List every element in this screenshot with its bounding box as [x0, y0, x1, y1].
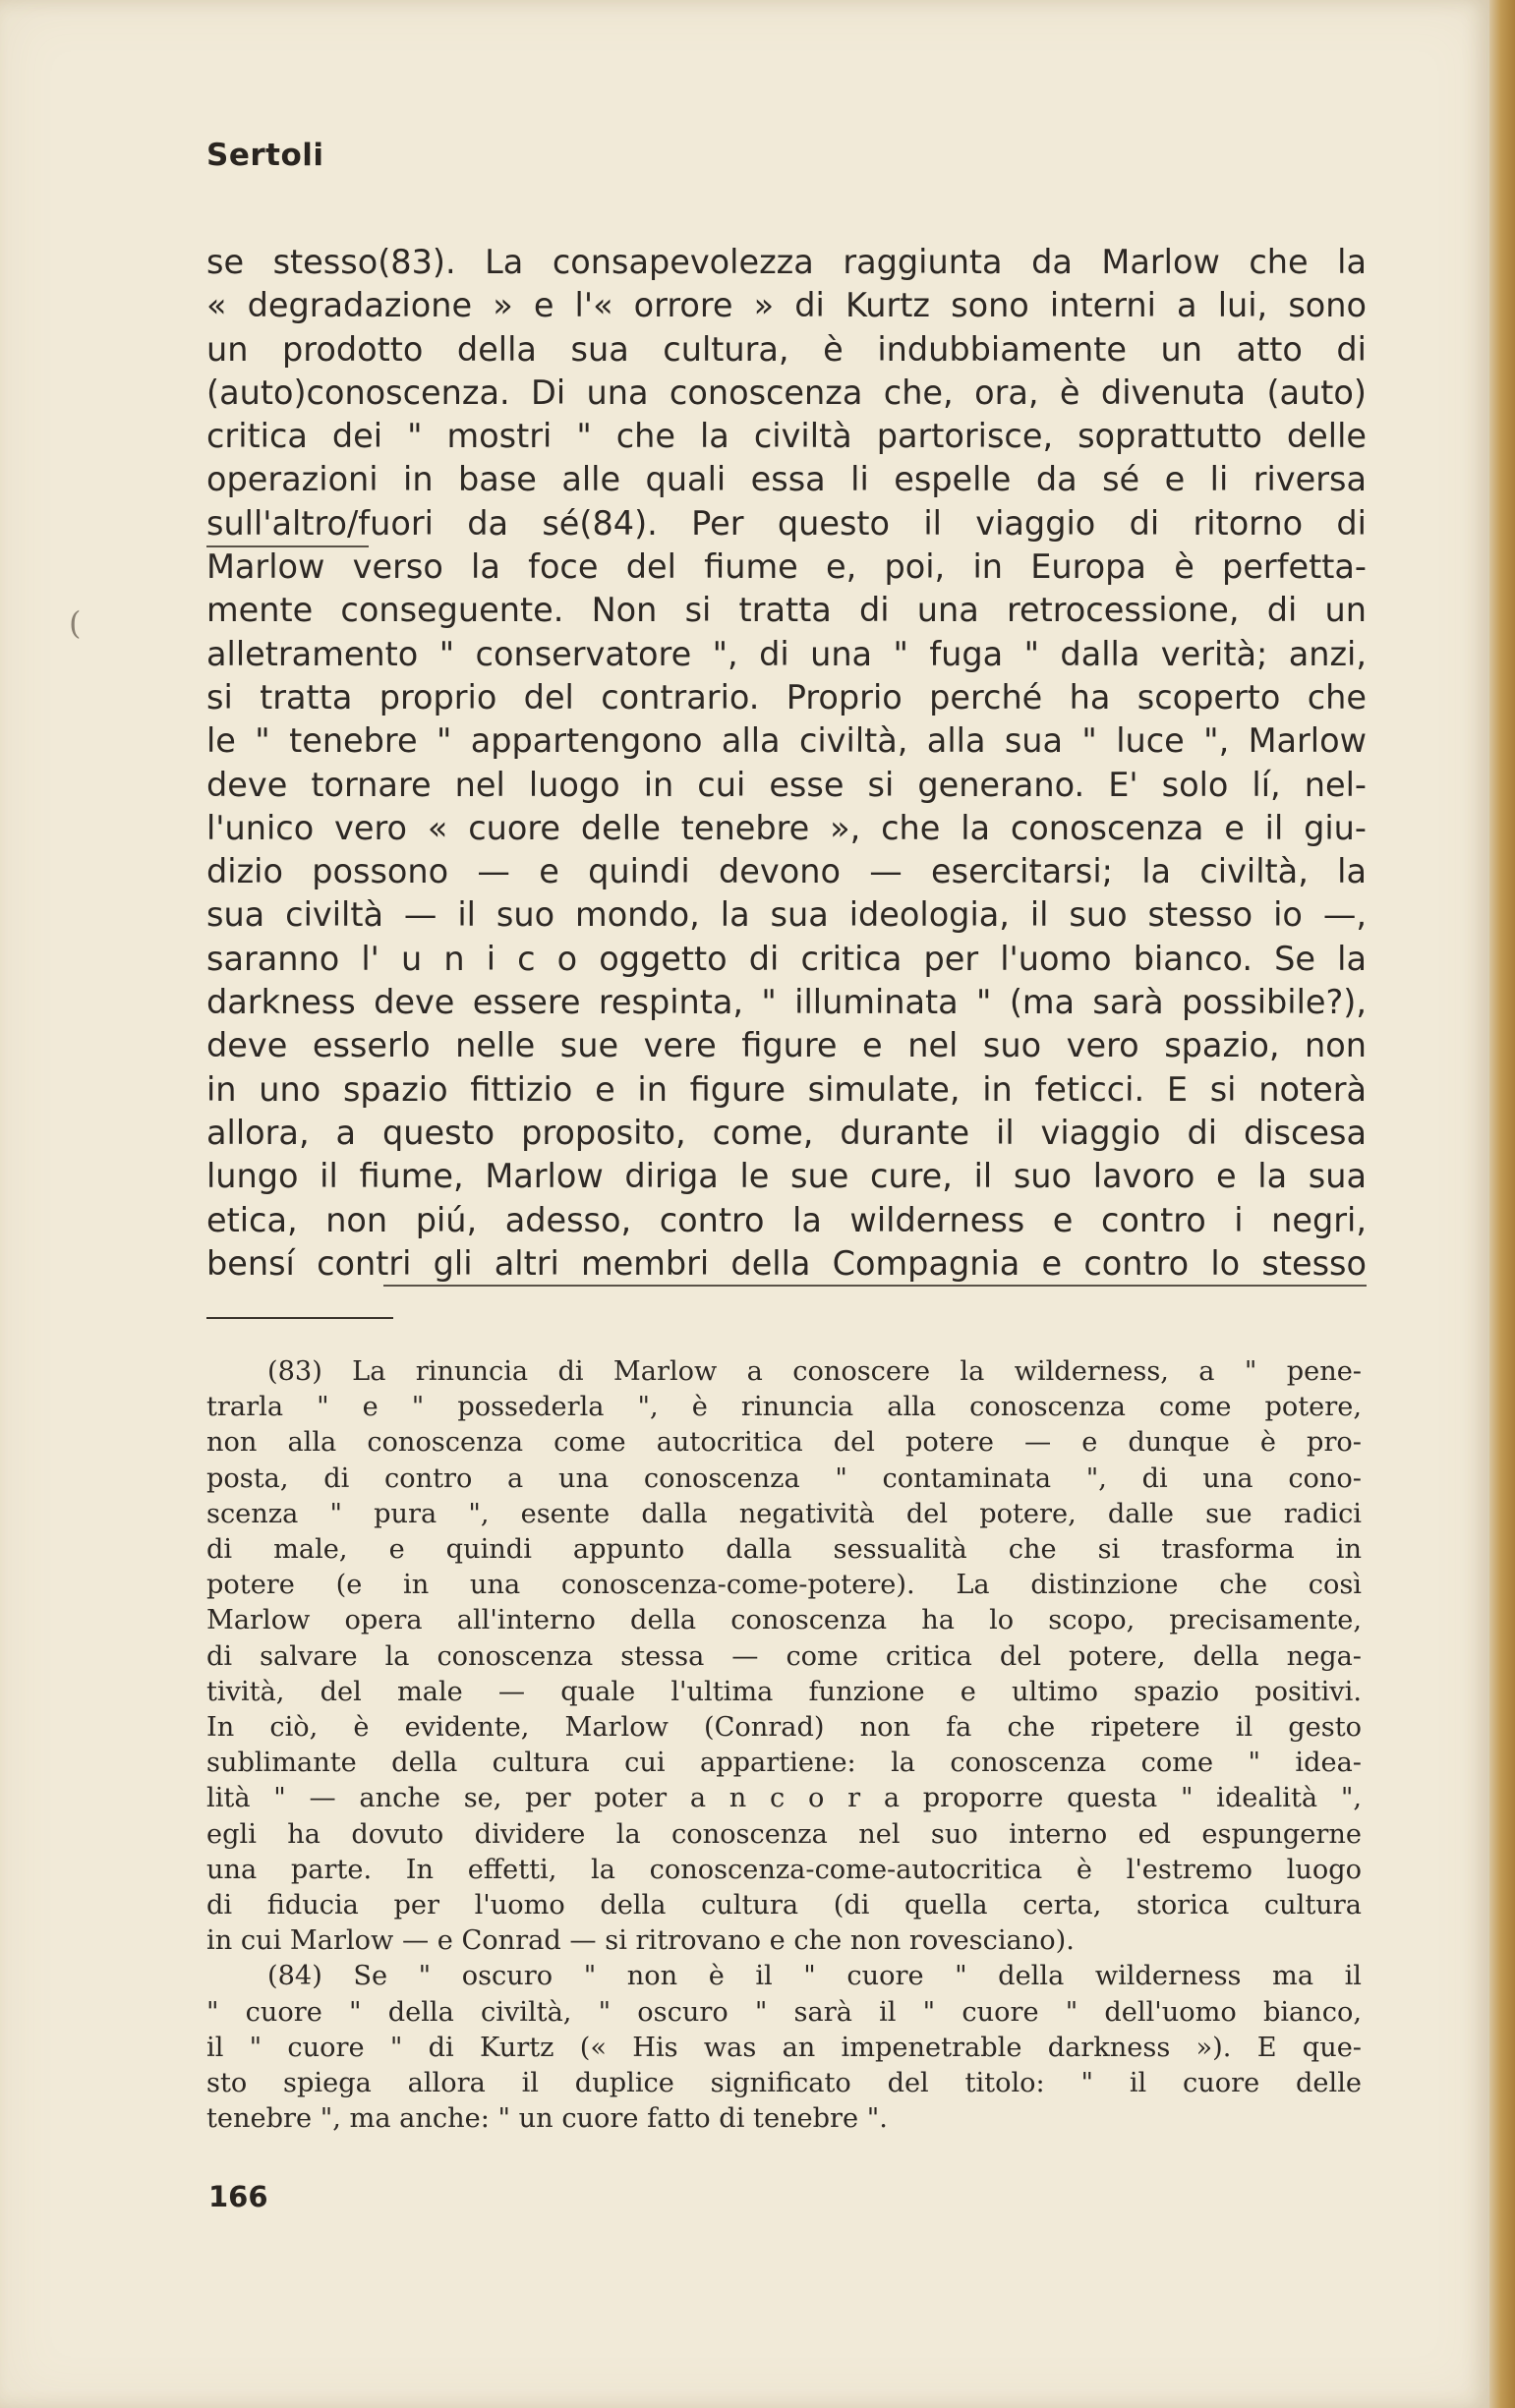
footnote-line: sto spiega allora il duplice significato del titolo: " il cuore delle: [206, 2068, 1362, 2099]
footnote-line: Marlow opera all'interno della conoscenza ha lo scopo, precisamente,: [206, 1605, 1362, 1636]
main-line: mente conseguente. Non si tratta di una retrocessione, di un: [206, 591, 1367, 630]
main-line: darkness deve essere respinta, " illuminata " (ma sarà possibile?),: [206, 983, 1367, 1022]
footnote-line: lità " — anche se, per poter a n c o r a proporre questa " idealità ",: [206, 1783, 1362, 1814]
main-line: sua civiltà — il suo mondo, la sua ideologia, il suo stesso io —,: [206, 895, 1367, 935]
footnote-line: In ciò, è evidente, Marlow (Conrad) non fa che ripetere il gesto: [206, 1712, 1362, 1744]
main-line: Marlow verso la foce del fiume e, poi, in Europa è perfetta-: [206, 547, 1367, 587]
main-line: operazioni in base alle quali essa li espelle da sé e li riversa: [206, 460, 1367, 499]
footnote-line: " cuore " della civiltà, " oscuro " sarà il " cuore " dell'uomo bianco,: [206, 1996, 1362, 2028]
main-text-block: [206, 241, 1367, 1286]
main-line: si tratta proprio del contrario. Proprio perché ha scoperto che: [206, 677, 1367, 717]
footnote-line: non alla conoscenza come autocritica del potere — e dunque è pro-: [206, 1427, 1362, 1459]
footnote-line: il " cuore " di Kurtz (« His was an impenetrable darkness »). E que-: [206, 2032, 1362, 2063]
footnote-line: di male, e quindi appunto dalla sessualità che si trasforma in: [206, 1534, 1362, 1566]
footnote-line: egli ha dovuto dividere la conoscenza nel suo interno ed espungerne: [206, 1818, 1362, 1850]
pencil-underline: [383, 1285, 1367, 1287]
main-line: critica dei " mostri " che la civiltà partorisce, soprattutto delle: [206, 417, 1367, 456]
main-line: « degradazione » e l'« orrore » di Kurtz sono interni a lui, sono: [206, 286, 1367, 325]
footnote-line: trarla " e " possederla ", è rinuncia alla conoscenza come potere,: [206, 1392, 1362, 1423]
main-line: lungo il fiume, Marlow diriga le sue cure, il suo lavoro e la sua: [206, 1157, 1367, 1196]
margin-mark: (: [69, 604, 82, 642]
footnote-rule: [206, 1317, 393, 1319]
footnote-line: (83) La rinuncia di Marlow a conoscere la wilderness, a " pene-: [267, 1356, 1362, 1387]
main-line: un prodotto della sua cultura, è indubbiamente un atto di: [206, 329, 1367, 369]
main-line: dizio possono — e quindi devono — esercitarsi; la civiltà, la: [206, 852, 1367, 891]
footnote-line: sublimante della cultura cui appartiene: la conoscenza come " idea-: [206, 1748, 1362, 1779]
main-line: l'unico vero « cuore delle tenebre », che la conoscenza e il giu-: [206, 808, 1367, 847]
main-line: se stesso(83). La consapevolezza raggiunta da Marlow che la: [206, 243, 1367, 281]
footnote-line: di salvare la conoscenza stessa — come critica del potere, della nega-: [206, 1640, 1362, 1672]
page-edge: [1489, 0, 1515, 2408]
footnote-line: scenza " pura ", esente dalla negatività del potere, dalle sue radici: [206, 1498, 1362, 1529]
main-line: bensí contri gli altri membri della Compagnia e contro lo stesso: [206, 1243, 1367, 1283]
main-line: sull'altro/fuori da sé(84). Per questo il viaggio di ritorno di: [206, 503, 1367, 543]
main-line: deve tornare nel luogo in cui esse si generano. E' solo lí, nel-: [206, 765, 1367, 804]
main-line: (auto)conoscenza. Di una conoscenza che, ora, è divenuta (auto): [206, 373, 1367, 412]
running-head: Sertoli: [206, 138, 324, 173]
footnote-line: posta, di contro a una conoscenza " contaminata ", di una cono-: [206, 1462, 1362, 1494]
footnote-line: tività, del male — quale l'ultima funzione e ultimo spazio positivi.: [206, 1676, 1362, 1707]
main-line: allora, a questo proposito, come, durante il viaggio di discesa: [206, 1113, 1367, 1152]
main-line: in uno spazio fittizio e in figure simulate, in feticci. E si noterà: [206, 1069, 1367, 1109]
main-line: etica, non piú, adesso, contro la wilderness e contro i negri,: [206, 1200, 1367, 1239]
page-number: 166: [208, 2180, 268, 2213]
main-line: le " tenebre " appartengono alla civiltà, alla sua " luce ", Marlow: [206, 721, 1367, 761]
pencil-underline: [206, 545, 369, 547]
footnote-line: tenebre ", ma anche: " un cuore fatto di tenebre ".: [206, 2103, 888, 2135]
main-line: alletramento " conservatore ", di una " fuga " dalla verità; anzi,: [206, 634, 1367, 673]
footnotes-block: [206, 1354, 1362, 2137]
footnote-line: (84) Se " oscuro " non è il " cuore " della wilderness ma il: [267, 1961, 1362, 1992]
main-line: saranno l' u n i c o oggetto di critica per l'uomo bianco. Se la: [206, 939, 1367, 978]
main-line: deve esserlo nelle sue vere figure e nel suo vero spazio, non: [206, 1026, 1367, 1065]
footnote-line: in cui Marlow — e Conrad — si ritrovano e che non rovesciano).: [206, 1925, 1075, 1957]
footnote-line: potere (e in una conoscenza-come-potere). La distinzione che così: [206, 1570, 1362, 1601]
footnote-line: di fiducia per l'uomo della cultura (di quella certa, storica cultura: [206, 1890, 1362, 1921]
footnote-line: una parte. In effetti, la conoscenza-come-autocritica è l'estremo luogo: [206, 1854, 1362, 1885]
